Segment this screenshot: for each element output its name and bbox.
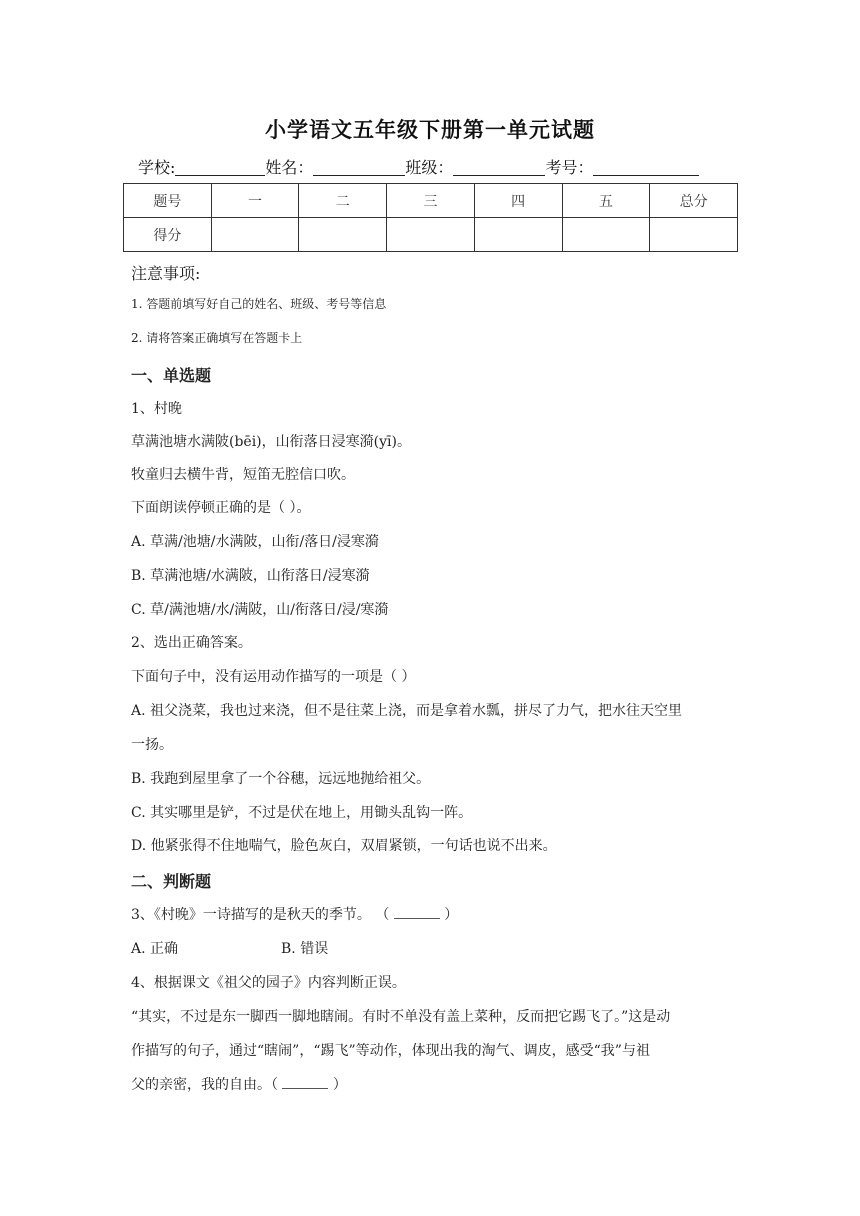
question-text-before: 3、《村晚》一诗描写的是秋天的季节。 （ xyxy=(131,907,390,923)
score-table xyxy=(123,183,738,252)
answer-option-continuation: 一扬。 xyxy=(131,737,173,753)
answer-blank[interactable] xyxy=(394,904,440,919)
score-cell[interactable] xyxy=(211,218,299,252)
question-text-line: “其实，不过是东一脚西一脚地瞎闹。有时不单没有盖上菜种，反而把它踢飞了。”这是动 xyxy=(131,1009,671,1025)
exam-no-blank[interactable] xyxy=(593,159,699,176)
question-text-after: ） xyxy=(332,1077,347,1093)
page-title: 小学语文五年级下册第一单元试题 xyxy=(265,117,595,142)
poem-line: 草满池塘水满陂(bēi)，山衔落日浸寒漪(yī)。 xyxy=(131,434,411,450)
exam-no-label: 考号： xyxy=(545,158,594,177)
class-label: 班级： xyxy=(405,158,454,177)
option-correct[interactable]: A. 正确 xyxy=(131,941,179,957)
answer-option[interactable]: B. 我跑到屋里拿了一个谷穗，远远地抛给祖父。 xyxy=(131,771,431,787)
question-text xyxy=(131,904,458,924)
notes-title: 注意事项: xyxy=(131,264,201,283)
score-header-cell: 总分 xyxy=(650,184,738,218)
question-label: 2、选出正确答案。 xyxy=(131,635,252,651)
answer-option[interactable]: D. 他紧张得不住地喘气，脸色灰白，双眉紧锁，一句话也说不出来。 xyxy=(131,838,557,854)
score-cell[interactable] xyxy=(299,218,387,252)
answer-option[interactable]: B. 草满池塘/水满陂，山衔落日/浸寒漪 xyxy=(131,568,370,584)
question-stem: 下面朗读停顿正确的是（ ）。 xyxy=(131,500,311,516)
score-header-cell: 四 xyxy=(474,184,562,218)
name-label: 姓名： xyxy=(265,158,314,177)
name-blank[interactable] xyxy=(313,159,405,176)
section-heading: 一、单选题 xyxy=(131,366,212,385)
score-table-header-row xyxy=(124,184,738,218)
answer-option[interactable]: A. 祖父浇菜，我也过来浇，但不是往菜上浇，而是拿着水瓢，拼尽了力气，把水往天空里 xyxy=(131,703,683,719)
note-item: 1. 答题前填写好自己的姓名、班级、考号等信息 xyxy=(131,297,387,311)
score-table-score-row xyxy=(124,218,738,252)
answer-option[interactable]: C. 其实哪里是铲，不过是伏在地上，用锄头乱钩一阵。 xyxy=(131,805,473,821)
question-stem: 下面句子中，没有运用动作描写的一项是（ ） xyxy=(131,669,416,685)
question-label: 4、根据课文《祖父的园子》内容判断正误。 xyxy=(131,975,406,991)
question-text-line: 作描写的句子，通过“瞎闹”，“踢飞”等动作，体现出我的淘气、调皮，感受“我”与祖 xyxy=(131,1043,650,1059)
school-blank[interactable] xyxy=(175,159,265,176)
option-wrong[interactable]: B. 错误 xyxy=(281,941,329,957)
score-cell[interactable] xyxy=(562,218,650,252)
note-item: 2. 请将答案正确填写在答题卡上 xyxy=(131,331,303,345)
score-cell[interactable] xyxy=(387,218,475,252)
answer-option[interactable]: A. 草满/池塘/水满陂，山衔/落日/浸寒漪 xyxy=(131,534,379,550)
judgment-options xyxy=(131,938,328,958)
question-text-after: ） xyxy=(444,907,459,923)
school-label: 学校: xyxy=(138,158,176,177)
score-header-cell: 三 xyxy=(387,184,475,218)
question-text xyxy=(131,1074,347,1094)
score-header-cell: 五 xyxy=(562,184,650,218)
score-cell[interactable] xyxy=(474,218,562,252)
student-info-line xyxy=(138,155,699,178)
answer-blank[interactable] xyxy=(282,1074,328,1089)
poem-line: 牧童归去横牛背，短笛无腔信口吹。 xyxy=(131,467,355,483)
question-label: 1、村晚 xyxy=(131,401,182,417)
section-heading: 二、判断题 xyxy=(131,872,212,891)
class-blank[interactable] xyxy=(453,159,545,176)
score-cell[interactable] xyxy=(650,218,738,252)
score-row-label: 得分 xyxy=(124,218,212,252)
answer-option[interactable]: C. 草/满池塘/水/满陂，山/衔落日/浸/寒漪 xyxy=(131,602,389,618)
score-header-cell: 二 xyxy=(299,184,387,218)
question-text-before: 父的亲密，我的自由。（ xyxy=(131,1077,278,1093)
score-header-cell: 题号 xyxy=(124,184,212,218)
score-header-cell: 一 xyxy=(211,184,299,218)
